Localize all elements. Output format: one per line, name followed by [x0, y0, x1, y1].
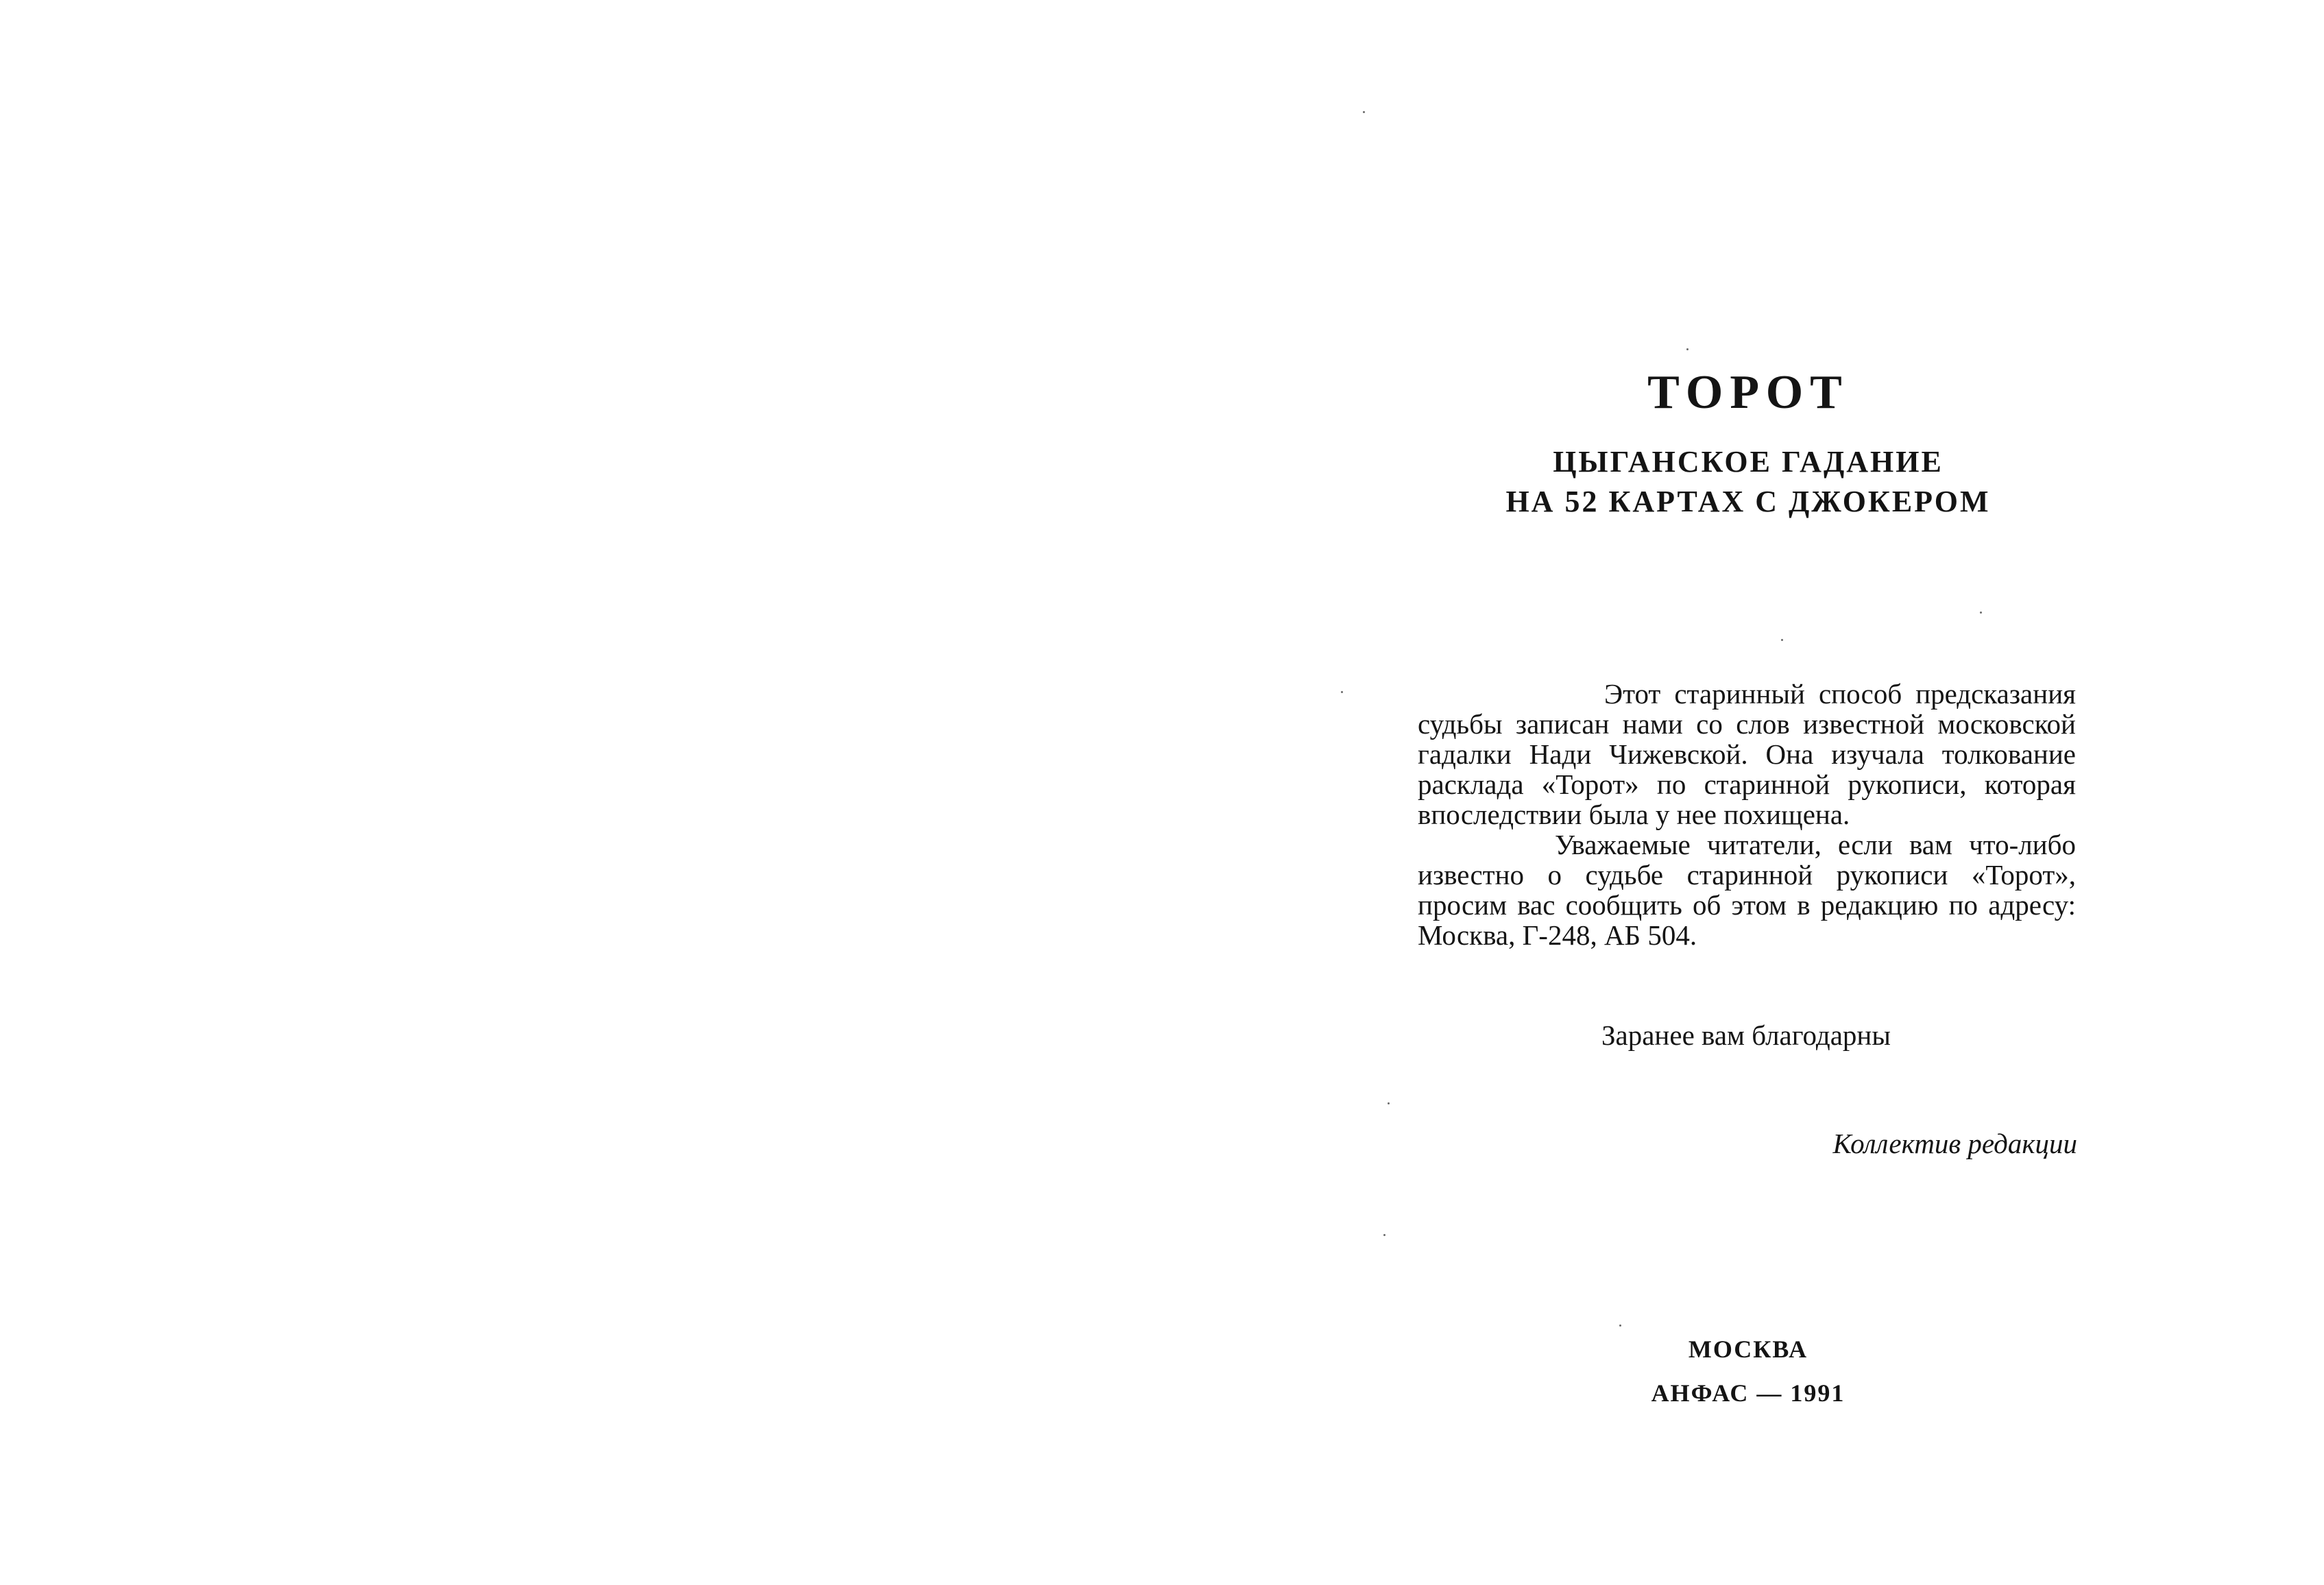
scan-speck: [1980, 612, 1982, 614]
book-subtitle: [1474, 442, 2022, 522]
scan-speck: [1341, 691, 1343, 693]
subtitle-line-1: ЦЫГАНСКОЕ ГАДАНИЕ: [1553, 445, 1944, 479]
scan-speck: [1388, 1102, 1390, 1104]
intro-text: [1418, 679, 2076, 950]
scan-speck: [1686, 348, 1688, 350]
scan-speck: [1781, 639, 1783, 641]
intro-paragraph-2: Уважаемые читатели, если вам что-либо известно о судьбе старинной рукописи «Торот», просим вас сообщить об этом в редакцию по адресу: Москва, Г-248, АБ 504.: [1418, 829, 2076, 951]
subtitle-line-2: НА 52 КАРТАХ С ДЖОКЕРОМ: [1505, 485, 1991, 518]
book-title: ТОРОТ: [1647, 366, 1849, 419]
scan-speck: [1383, 1234, 1385, 1236]
imprint-publisher-year: АНФАС — 1991: [1651, 1379, 1845, 1407]
intro-paragraph-1: Этот старинный способ предсказания судьбы записан нами со слов известной московской гадалки Нади Чижевской. Она изучала толкование расклада «Торот» по старинной рукописи, которая впоследствии была у нее похищена.: [1418, 678, 2076, 830]
scan-speck: [1363, 111, 1365, 113]
scan-speck: [1619, 1324, 1621, 1327]
thanks-line: Заранее вам благодарны: [1601, 1019, 1891, 1051]
imprint-city: МОСКВА: [1688, 1335, 1808, 1363]
editorial-signature: Коллектив редакции: [1832, 1128, 2077, 1159]
